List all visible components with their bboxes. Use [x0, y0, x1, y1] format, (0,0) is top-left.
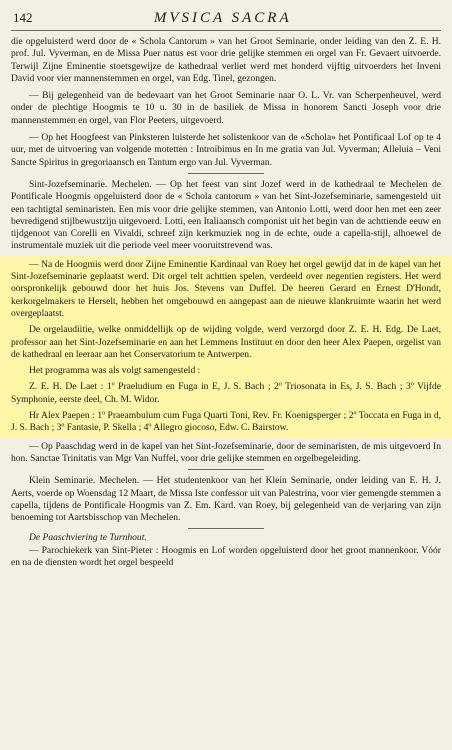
article-body	[11, 36, 441, 569]
section-divider	[188, 173, 264, 174]
section-divider	[188, 469, 264, 470]
program-entry: Hr Alex Paepen : 1º Praeambulum cum Fuga Quarti Toni, Rev. Fr. Koenigsperger ; 2º Toccata en Fuga in d, J. S. Bach ; 3º Fantasie, P. Skella ; 4º Allegro giocoso, Edw. C. Bairstow.	[11, 410, 441, 434]
section-divider	[188, 528, 264, 529]
program-entry: Z. E. H. De Laet : 1º Praeludium en Fuga in E, J. S. Bach ; 2º Triosonata in Es, J. S. Bach ; 3º Vijfde Symphonie, eerste deel, Ch. M. Widor.	[11, 381, 441, 405]
highlighted-passage	[0, 256, 452, 438]
paragraph: De orgelaudiitie, welke onmiddellijk op de wijding volgde, werd verzorgd door Z. E. H. Edg. De Laet, professor aan het Sint-Jozefseminarie en aan het Lemmens Instituut en door den heer Alex Paepen, orgelist van de kathedraal en leeraar aan het Conservatorium te Antwerpen.	[11, 324, 441, 360]
paragraph: Het programma was als volgt samengesteld :	[29, 365, 201, 377]
paragraph: die opgeluisterd werd door de « Schola Cantorum » van het Groot Seminarie, onder leiding van den Z. E. H. prof. Jul. Vyverman, en de Missa Puer natus est voor drie gelijke stemmen en orgel van Fr. Gevaert uitvoerde. Terwijl Zijne Eminentie stoetsgewijze de kathedraal verliet werd met honderd vijftig uitvoerders het Inveni David voor vier mannenstemmen en orgel, van Edg. Tinel, gezongen.	[11, 36, 441, 84]
paragraph: — Na de Hoogmis werd door Zijne Eminentie Kardinaal van Roey het orgel gewijd dat in de kapel van het Sint-Jozefseminarie geplaatst werd. Dit orgel telt achttien spelen, verdeeld over negentien registers. Het werd oorspronkelijk gebouwd door het huis Jos. Stevens van Duffel. De heeren Gerard en Ernest D'Hondt, kerkorgelmakers te Herselt, hebben het omgebouwd en aangepast aan de nieuwe klankruimte waarin het werd overgeplaatst.	[11, 258, 441, 319]
paragraph: — Op het Hoogfeest van Pinksteren luisterde het solistenkoor van de «Schola» het Pontificaal Lof op te 4 uur, met de uitvoering van volgende motetten : Introibimus en In me gratia van Jul. Vyverman; Alleluia – Veni Sancte Spiritus in gregoriaansch en Tantum ergo van Jul. Vyverman.	[11, 132, 441, 168]
section-paragraph: Klein Seminarie. Mechelen. — Het studentenkoor van het Klein Seminarie, onder leiding van E. H. J. Aerts, voerde op Woensdag 12 Maart, de Missa Iste confessor uit van Palestrina, voor vier gemengde stemmen a capella, tijdens de Pontificale Hoogmis van Z. Em. Kard. van Roey, bij gelegenheid van de verjaring van zijn benoeming tot Aartsbisschop van Mechelen.	[11, 475, 441, 524]
paragraph: — Op Paaschdag werd in de kapel van het Sint-Jozefseminarie, door de seminaristen, de mis uitgevoerd In hon. Sanctae Trinitatis van Mgr Van Nuffel, voor drie gelijke stemmen en orgelbegeleiding.	[11, 440, 441, 464]
running-title: MVSICA SACRA	[153, 10, 292, 26]
page-number: 142	[13, 10, 33, 25]
paragraph: — Parochiekerk van Sint-Pieter : Hoogmis en Lof worden opgeluisterd door het groot mannenkoor. Vóór en na de diensten wordt het orgel bespeeld	[11, 544, 441, 568]
page-header	[11, 10, 441, 31]
paragraph: — Bij gelegenheid van de bedevaart van het Groot Seminarie naar O. L. Vr. van Scherpenheuvel, werd onder de plechtige Hoogmis te 10 u. 30 in de basiliek de Missa in honorem Sancti Joseph voor drie mannenstemmen en orgel, van Flor Peeters, uitgevoerd.	[11, 90, 441, 126]
section-paragraph: Sint-Jozefseminarie. Mechelen. — Op het feest van sint Jozef werd in de kathedraal te Mechelen de Pontificale Hoogmis opgeluisterd door de « Schola cantorum » van het Sint-Jozefseminarie, samengesteld uit een tachtigtal seminaristen. Een mis voor drie gelijke stemmen, van Antonio Lotti, werd door hen met een zeer bevredigend stijlbewustzijn uitgevoerd. Lotti, een Italiaansch componist uit het begin van de achttiende eeuw en tijdgenoot van Corelli en Vivaldi, schreef zijn kerkmuziek nog in de echte, oude a capella-stijl, alhoewel de instrumentale muziek uit die periode veel meer vooruitstrevend was.	[11, 178, 441, 252]
section-heading: De Paaschviering te Turnhout.	[29, 532, 147, 544]
